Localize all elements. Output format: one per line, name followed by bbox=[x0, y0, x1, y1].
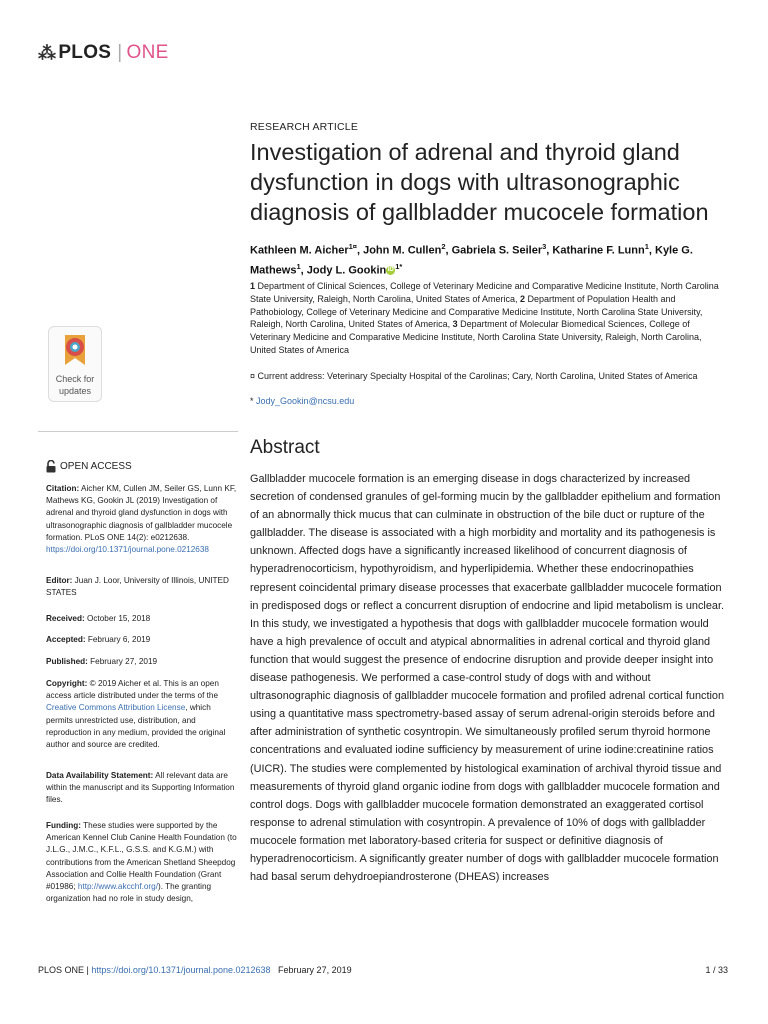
affiliation-text: Department of Population Health and Pathobiology, College of Veterinary Medicine and Comparative Medicine Institute, North Carolina State University, Raleigh, North Carolina, United States of America, bbox=[250, 293, 703, 330]
copyright-block bbox=[46, 678, 238, 751]
logo-separator: | bbox=[117, 42, 123, 63]
received-block bbox=[46, 613, 238, 625]
footer-journal: PLOS ONE | bbox=[38, 965, 89, 975]
editor-text: Juan J. Loor, University of Illinois, UNITED STATES bbox=[46, 576, 229, 598]
affiliation-number: 1 bbox=[250, 281, 258, 291]
logo-one: ONE bbox=[126, 42, 169, 63]
updates-label: updates bbox=[58, 386, 92, 396]
citation-block bbox=[46, 483, 238, 556]
author-affiliation-marker: 1¤ bbox=[348, 242, 357, 251]
affiliation-number: 3 bbox=[452, 319, 461, 330]
author-affiliation-marker: 2 bbox=[441, 242, 446, 251]
footer-doi-link[interactable]: https://doi.org/10.1371/journal.pone.0212638 bbox=[91, 965, 271, 975]
accepted-text: February 6, 2019 bbox=[87, 635, 151, 644]
affiliations bbox=[250, 280, 720, 357]
check-label: Check for bbox=[55, 374, 95, 384]
funding-text-1: These studies were supported by the American Kennel Club Canine Health Foundation (to J.L.G., J.M.C., K.F.L., G.S.S. and K.G.M.) with contributions from the American Shetland Sheepdog Association and Collie Health Foundation (Grant #01986; bbox=[46, 821, 237, 892]
affiliation-text: Department of Molecular Biomedical Sciences, College of Veterinary Medicine and Comparative Medicine Institute, North Carolina State University, Raleigh, North Carolina, United States of America bbox=[250, 319, 702, 355]
copyright-text-2: , which permits unrestricted use, distribution, and reproduction in any medium, provided the original author and source are credited. bbox=[46, 703, 226, 750]
funding-label: Funding: bbox=[46, 821, 82, 830]
published-text: February 27, 2019 bbox=[90, 657, 158, 666]
editor-label: Editor: bbox=[46, 576, 73, 585]
footer-date: February 27, 2019 bbox=[278, 965, 352, 975]
affiliation-text: Department of Clinical Sciences, College of Veterinary Medicine and Comparative Medicine Institute, North Carolina State University, Raleigh, North Carolina, United States of America, bbox=[250, 281, 719, 304]
sidebar-divider bbox=[38, 431, 238, 432]
corresponding-email bbox=[250, 396, 354, 406]
author-name: Kyle G. Mathews bbox=[250, 244, 693, 277]
citation-doi-link[interactable]: https://doi.org/10.1371/journal.pone.0212638 bbox=[46, 545, 209, 555]
accepted-label: Accepted: bbox=[46, 635, 86, 644]
email-star: * bbox=[250, 396, 254, 406]
author-affiliation-marker: 3 bbox=[542, 242, 547, 251]
open-lock-icon bbox=[46, 460, 56, 473]
published-block bbox=[46, 656, 238, 668]
author-name: Jody L. Gookin bbox=[306, 264, 387, 277]
funding-link[interactable]: http://www.akcchf.org/ bbox=[77, 882, 158, 892]
logo-plos: PLOS bbox=[58, 42, 112, 63]
author-name: Kathleen M. Aicher bbox=[250, 244, 349, 257]
footer-left bbox=[38, 965, 352, 975]
received-label: Received: bbox=[46, 614, 85, 623]
page-number: 1 / 33 bbox=[705, 965, 728, 975]
copyright-label: Copyright: bbox=[46, 679, 88, 688]
license-link[interactable]: Creative Commons Attribution License bbox=[46, 703, 186, 713]
author-name: John M. Cullen bbox=[363, 244, 442, 257]
article-title: Investigation of adrenal and thyroid gland dysfunction in dogs with ultrasonographic diagnosis of gallbladder mucocele formation bbox=[250, 139, 709, 225]
published-label: Published: bbox=[46, 657, 88, 666]
data-availability-text: All relevant data are within the manuscript and its Supporting Information files. bbox=[46, 771, 235, 805]
accepted-block bbox=[46, 634, 238, 646]
funding-text-2: ). The granting organization had no role in study design, bbox=[46, 882, 212, 904]
open-access-text: OPEN ACCESS bbox=[60, 461, 132, 472]
open-access-label bbox=[46, 460, 132, 473]
orcid-icon[interactable]: iD bbox=[387, 266, 394, 273]
check-for-updates-badge[interactable] bbox=[48, 326, 102, 402]
author-name: Gabriela S. Seiler bbox=[451, 244, 543, 257]
plos-logo-icon: ⁂ bbox=[38, 42, 57, 63]
received-text: October 15, 2018 bbox=[86, 614, 151, 623]
page-footer bbox=[38, 965, 728, 975]
abstract-heading: Abstract bbox=[250, 437, 320, 458]
funding-block bbox=[46, 820, 238, 905]
author-list: Kathleen M. Aicher$^{1¤}$, John M. Cullen$^2$, Gabriela S. Seiler$^3$, Katharine F. Lunn$^1$, Kyle G. Mathews$^1$, Jody L. Gookin iD $^{1*}$ bbox=[250, 242, 693, 277]
article-type: RESEARCH ARTICLE bbox=[250, 121, 359, 133]
author-name: Katharine F. Lunn bbox=[552, 244, 645, 257]
citation-text: Aicher KM, Cullen JM, Seiler GS, Lunn KF, Mathews KG, Gookin JL (2019) Investigation of adrenal and thyroid gland dysfunction in dogs with ultrasonographic diagnosis of gallbladder mucocele formation. PLoS ONE 14(2): e0212638. bbox=[46, 484, 237, 542]
author-affiliation-marker: 1 bbox=[644, 242, 649, 251]
author-affiliation-marker: 1* bbox=[395, 261, 403, 271]
citation-label: Citation: bbox=[46, 484, 80, 493]
data-availability-label: Data Availability Statement: bbox=[46, 771, 154, 780]
author-affiliation-marker: 1 bbox=[296, 261, 301, 271]
abstract-text: Gallbladder mucocele formation is an emerging disease in dogs characterized by increased secretion of condensed granules of gel-forming mucin by the gallbladder epithelium and formation of an abnormally thick mucus that can culminate in obstruction of the bile duct or rupture of the gallbladder. The disease is associated with a high morbidity and mortality and its pathogenesis is unknown. Affected dogs have a significantly increased likelihood of concurrent diagnosis of hyperadrenocorticism, hypothyroidism, and hyperlipidemia. Whether these endocrinopathies represent coincidental primary disease processes that exacerbate gallbladder mucocele formation in predisposed dogs or reflect a concurrent disruption of endocrine and lipid metabolism is unclear. In this study, we investigated a hypothesis that dogs with gallbladder mucocele formation would have a high prevalence of occult and atypical abnormalities in adrenal cortical and thyroid gland function that would suggest the presence of endocrine disruption and provide deeper insight into disease pathogenesis. We performed a case-control study of dogs with and without ultrasonographic diagnosis of gallbladder mucocele formation and profiled adrenal cortical function using a quantitative mass spectrometry-based assay of serum adrenal-origin steroids before and after administration of synthetic cosyntropin. We simultaneously profiled serum thyroid hormone concentrations and evaluated iodine sufficiency by measurement of urine iodine:creatinine ratios (UICR). The studies were complemented by histological examination of archival thyroid tissue and measurements of thyroid gland organic iodine from dogs with gallbladder mucocele formation and control dogs. Dogs with gallbladder mucocele formation demonstrated an exaggerated cortisol response to adrenal stimulation with cosyntropin. A prevalence of 10% of dogs with gallbladder mucocele formation met laboratory-based criteria for suspect or definitive diagnosis of hyperadrenocorticism. A significantly greater number of dogs with gallbladder mucocele formation had basal serum dehydroepiandrosterone (DHEAS) increases bbox=[250, 473, 725, 884]
journal-logo bbox=[38, 42, 169, 64]
editor-block bbox=[46, 575, 238, 599]
current-address: ¤ Current address: Veterinary Specialty Hospital of the Carolinas; Cary, North Carolina, United States of America bbox=[250, 371, 698, 381]
data-availability-block bbox=[46, 770, 238, 807]
affiliation-number: 2 bbox=[519, 293, 528, 304]
email-link[interactable]: Jody_Gookin@ncsu.edu bbox=[256, 396, 355, 406]
copyright-text-1: © 2019 Aicher et al. This is an open access article distributed under the terms of the bbox=[46, 679, 219, 701]
bookmark-icon bbox=[60, 333, 90, 367]
